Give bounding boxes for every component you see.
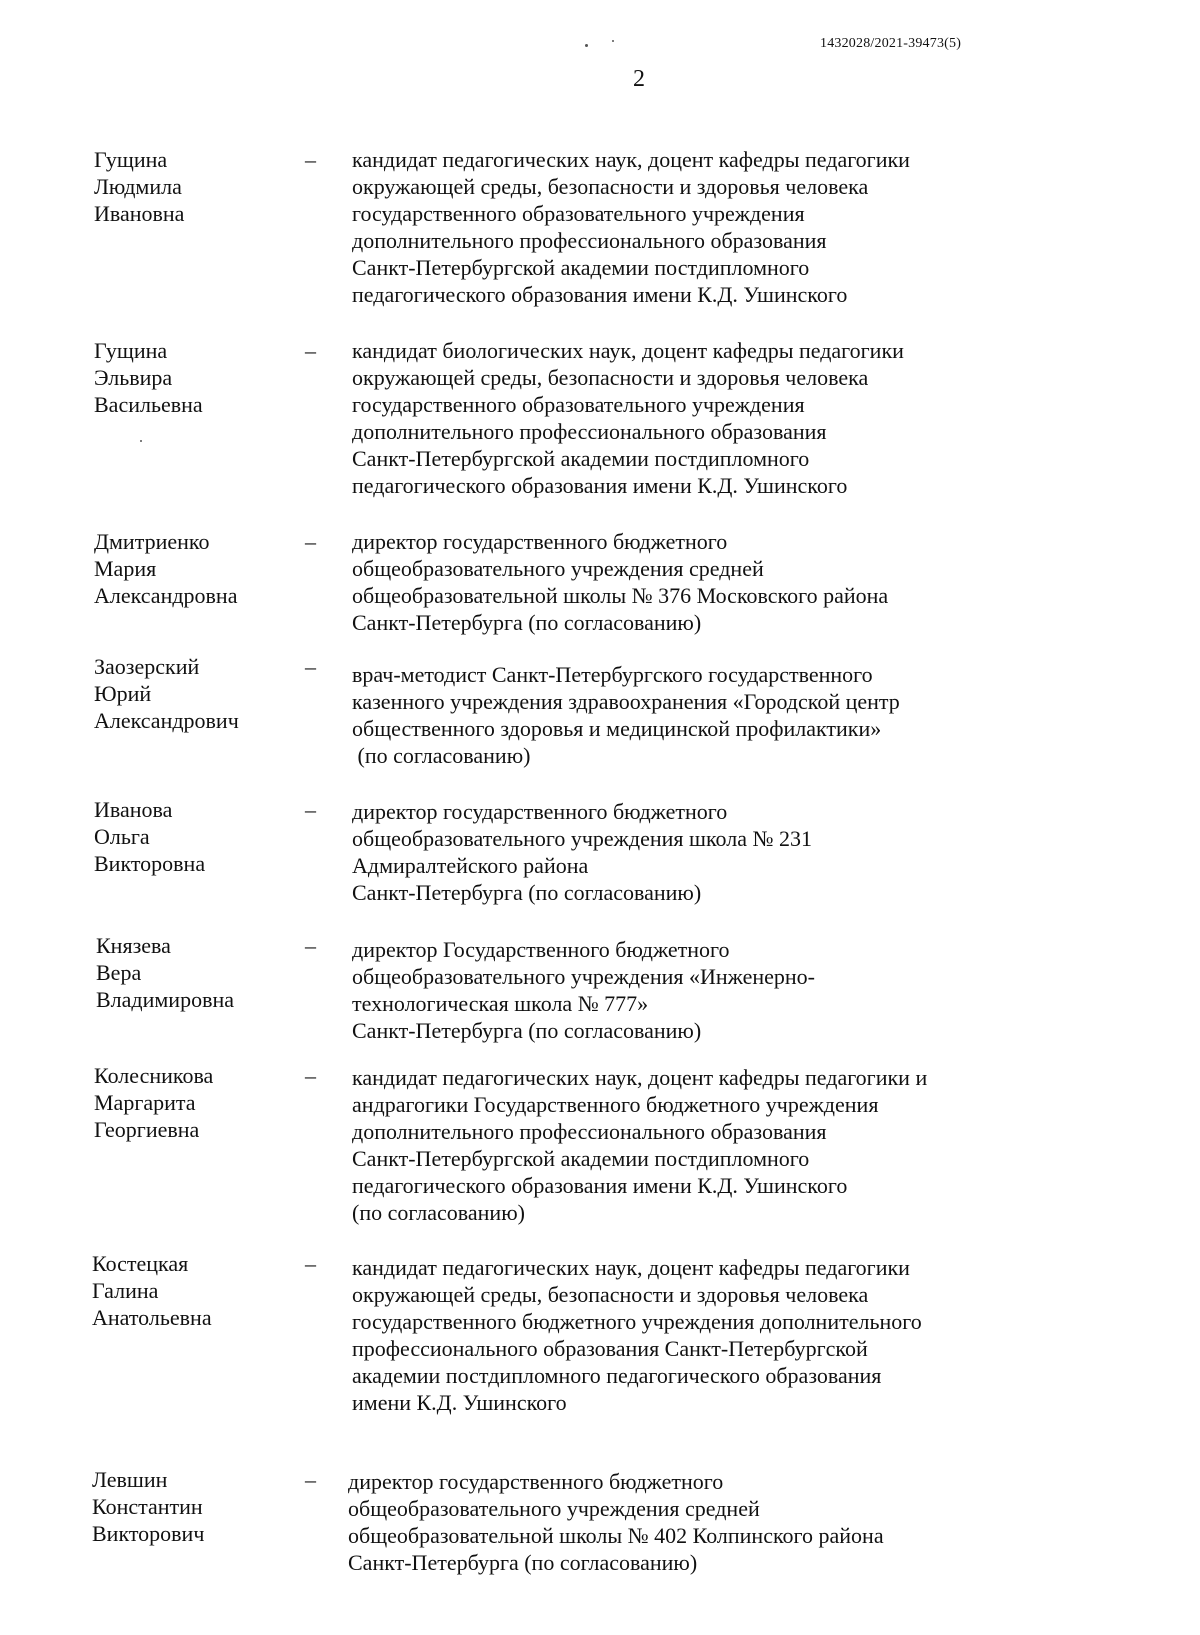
patronymic: Васильевна <box>94 392 203 417</box>
dash-separator: – <box>305 1063 316 1088</box>
member-description <box>348 1468 1008 1576</box>
scan-speck <box>140 440 142 442</box>
description-line: кандидат педагогических наук, доцент кафедры педагогики <box>352 147 910 172</box>
description-line: Санкт-Петербургской академии постдипломного <box>352 1146 810 1171</box>
member-name <box>94 528 324 609</box>
description-line: окружающей среды, безопасности и здоровья человека <box>352 365 869 390</box>
description-line: профессионального образования Санкт-Петербургской <box>352 1336 868 1361</box>
scan-speck <box>585 44 588 47</box>
first-name: Юрий <box>94 681 152 706</box>
description-line: технологическая школа № 777» <box>352 991 649 1016</box>
surname: Князева <box>96 933 171 958</box>
member-name <box>96 932 326 1013</box>
description-line: Адмиралтейского района <box>352 853 589 878</box>
description-line: общественного здоровья и медицинской профилактики» <box>352 716 882 741</box>
description-line: директор государственного бюджетного <box>352 799 728 824</box>
description-line: (по согласованию) <box>352 743 531 768</box>
description-line: Санкт-Петербурга (по согласованию) <box>352 1018 702 1043</box>
description-line: врач-методист Санкт-Петербургского государственного <box>352 662 873 687</box>
description-line: общеобразовательной школы № 402 Колпинского района <box>348 1523 884 1548</box>
member-name <box>94 337 324 418</box>
description-line: директор государственного бюджетного <box>352 529 728 554</box>
description-line: общеобразовательной школы № 376 Московского района <box>352 583 889 608</box>
first-name: Людмила <box>94 174 182 199</box>
page-number: 2 <box>633 66 645 92</box>
member-description <box>352 936 1012 1044</box>
description-line: окружающей среды, безопасности и здоровья человека <box>352 174 869 199</box>
description-line: кандидат педагогических наук, доцент кафедры педагогики и <box>352 1065 928 1090</box>
patronymic: Ивановна <box>94 201 185 226</box>
patronymic: Георгиевна <box>94 1117 200 1142</box>
description-line: Санкт-Петербургской академии постдипломного <box>352 255 810 280</box>
patronymic: Викторович <box>92 1521 205 1546</box>
patronymic: Викторовна <box>94 851 206 876</box>
description-line: общеобразовательного учреждения средней <box>348 1496 760 1521</box>
member-description <box>352 528 1012 636</box>
description-line: академии постдипломного педагогического образования <box>352 1363 882 1388</box>
member-name <box>94 653 324 734</box>
first-name: Эльвира <box>94 365 173 390</box>
surname: Заозерский <box>94 654 200 679</box>
first-name: Вера <box>96 960 142 985</box>
member-description <box>352 1254 1012 1416</box>
dash-separator: – <box>305 1251 316 1276</box>
first-name: Мария <box>94 556 157 581</box>
description-line: дополнительного профессионального образования <box>352 1119 827 1144</box>
member-name <box>94 146 324 227</box>
description-line: общеобразовательного учреждения школа № 231 <box>352 826 812 851</box>
document-number: 1432028/2021-39473(5) <box>820 36 962 51</box>
description-line: общеобразовательного учреждения «Инженерно- <box>352 964 815 989</box>
first-name: Константин <box>92 1494 203 1519</box>
surname: Костецкая <box>92 1251 189 1276</box>
patronymic: Александровна <box>94 583 238 608</box>
description-line: общеобразовательного учреждения средней <box>352 556 764 581</box>
description-line: Санкт-Петербурга (по согласованию) <box>348 1550 698 1575</box>
description-line: государственного бюджетного учреждения дополнительного <box>352 1309 922 1334</box>
member-name <box>92 1250 322 1331</box>
description-line: государственного образовательного учреждения <box>352 392 805 417</box>
description-line: Санкт-Петербурга (по согласованию) <box>352 610 702 635</box>
dash-separator: – <box>305 147 316 172</box>
description-line: директор Государственного бюджетного <box>352 937 730 962</box>
first-name: Галина <box>92 1278 159 1303</box>
description-line: педагогического образования имени К.Д. Ушинского <box>352 1173 848 1198</box>
member-name <box>92 1466 322 1547</box>
surname: Левшин <box>92 1467 168 1492</box>
member-description <box>352 1064 1012 1226</box>
description-line: окружающей среды, безопасности и здоровья человека <box>352 1282 869 1307</box>
first-name: Маргарита <box>94 1090 196 1115</box>
description-line: имени К.Д. Ушинского <box>352 1390 567 1415</box>
dash-separator: – <box>305 797 316 822</box>
description-line: государственного образовательного учреждения <box>352 201 805 226</box>
dash-separator: – <box>305 654 316 679</box>
dash-separator: – <box>305 933 316 958</box>
surname: Гущина <box>94 338 168 363</box>
member-description <box>352 661 1012 769</box>
surname: Иванова <box>94 797 173 822</box>
description-line: педагогического образования имени К.Д. Ушинского <box>352 473 848 498</box>
member-description <box>352 798 1012 906</box>
dash-separator: – <box>305 529 316 554</box>
scan-speck <box>612 40 614 42</box>
dash-separator: – <box>305 338 316 363</box>
description-line: педагогического образования имени К.Д. Ушинского <box>352 282 848 307</box>
surname: Дмитриенко <box>94 529 210 554</box>
description-line: кандидат педагогических наук, доцент кафедры педагогики <box>352 1255 910 1280</box>
patronymic: Владимировна <box>96 987 235 1012</box>
description-line: андрагогики Государственного бюджетного учреждения <box>352 1092 879 1117</box>
description-line: дополнительного профессионального образования <box>352 419 827 444</box>
member-name <box>94 796 324 877</box>
member-description <box>352 146 1012 308</box>
description-line: казенного учреждения здравоохранения «Городской центр <box>352 689 900 714</box>
member-description <box>352 337 1012 499</box>
description-line: кандидат биологических наук, доцент кафедры педагогики <box>352 338 904 363</box>
description-line: (по согласованию) <box>352 1200 525 1225</box>
description-line: Санкт-Петербургской академии постдипломного <box>352 446 810 471</box>
surname: Колесникова <box>94 1063 214 1088</box>
description-line: дополнительного профессионального образования <box>352 228 827 253</box>
patronymic: Анатольевна <box>92 1305 212 1330</box>
description-line: Санкт-Петербурга (по согласованию) <box>352 880 702 905</box>
member-name <box>94 1062 324 1143</box>
surname: Гущина <box>94 147 168 172</box>
patronymic: Александрович <box>94 708 239 733</box>
dash-separator: – <box>305 1467 316 1492</box>
first-name: Ольга <box>94 824 150 849</box>
description-line: директор государственного бюджетного <box>348 1469 724 1494</box>
